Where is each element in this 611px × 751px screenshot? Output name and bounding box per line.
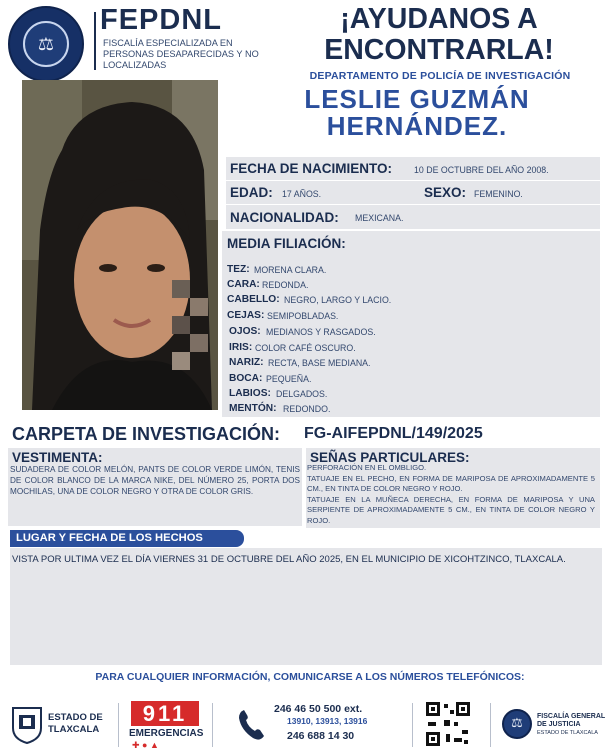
estado-line-2: TLAXCALA [48, 724, 100, 735]
emergency-number: 911 [131, 701, 199, 726]
sex-label: SEXO: [424, 185, 467, 200]
filiacion-value: DELGADOS. [276, 389, 328, 399]
senas-title: SEÑAS PARTICULARES: [310, 450, 470, 465]
filiacion-label: CEJAS: [227, 310, 265, 321]
filiacion-value: REDONDO. [283, 404, 331, 414]
footer-divider [412, 703, 413, 747]
lugar-text: VISTA POR ULTIMA VEZ EL DÍA VIERNES 31 DE OCTUBRE DEL AÑO 2025, EN EL MUNICIPIO DE XICOHTZINCO, TLAXCALA. [12, 554, 566, 565]
filiacion-title: MEDIA FILIACIÓN: [227, 236, 346, 251]
missing-person-photo [22, 80, 218, 410]
filiacion-label: NARIZ: [229, 357, 264, 368]
headline [270, 4, 608, 66]
senas-text [307, 463, 595, 526]
headline-line-1: ¡AYUDANOS A [340, 3, 538, 35]
department-label: DEPARTAMENTO DE POLICÍA DE INVESTIGACIÓN [309, 70, 571, 82]
qr-code-icon[interactable] [424, 700, 472, 748]
filiacion-value: NEGRO, LARGO Y LACIO. [284, 295, 392, 305]
filiacion-value: MEDIANOS Y RASGADOS. [266, 327, 376, 337]
carpeta-label: CARPETA DE INVESTIGACIÓN: [12, 424, 281, 444]
filiacion-value: SEMIPOBLADAS. [267, 311, 339, 321]
name-line-1: LESLIE GUZMÁN [304, 84, 530, 114]
footer-divider [118, 703, 119, 747]
fgj-line-2: DE JUSTICIA [537, 721, 581, 728]
birth-value: 10 DE OCTUBRE DEL AÑO 2008. [414, 165, 549, 175]
vestimenta-title: VESTIMENTA: [12, 450, 103, 465]
filiacion-value: PEQUEÑA. [266, 374, 312, 384]
nationality-value: MEXICANA. [355, 213, 404, 223]
fiscalia-seal-logo [8, 6, 84, 82]
contact-instructions: PARA CUALQUIER INFORMACIÓN, COMUNICARSE A LOS NÚMEROS TELEFÓNICOS: [95, 671, 525, 683]
filiacion-value: MORENA CLARA. [254, 265, 327, 275]
header-divider [94, 12, 96, 70]
carpeta-value: FG-AIFEPDNL/149/2025 [304, 425, 483, 442]
lugar-panel [10, 548, 602, 665]
fgj-line-1: FISCALÍA GENERAL [537, 713, 606, 720]
filiacion-label: CARA: [227, 279, 260, 290]
fgj-label [537, 713, 605, 737]
filiacion-value: REDONDA. [262, 280, 309, 290]
fgj-seal-icon: ⚖ [502, 709, 532, 739]
filiacion-label: TEZ: [227, 264, 250, 275]
senas-line: TATUAJE EN EL PECHO, EN FORMA DE MARIPOSA DE APROXIMADAMENTE 5 CM., EN TINTA DE COLOR NEGRO Y ROJO. [307, 473, 595, 493]
estado-tlaxcala-label [48, 712, 103, 736]
filiacion-label: IRIS: [229, 342, 253, 353]
headline-line-2: ENCONTRARLA! [324, 34, 554, 66]
vestimenta-text: SUDADERA DE COLOR MELÓN, PANTS DE COLOR VERDE LIMÓN, TENIS DE COLOR BLANCO DE LA MARCA NIKE, DEL NÚMERO 25, PORTA DOS MOCHILAS, UNA DE COLOR NEGRO Y OTRA DE COLOR GRIS. [10, 465, 300, 496]
age-label: EDAD: [230, 185, 273, 200]
estado-line-1: ESTADO DE [48, 712, 103, 723]
nationality-label: NACIONALIDAD: [230, 210, 339, 225]
lugar-title: LUGAR Y FECHA DE LOS HECHOS [10, 530, 244, 547]
agency-subtitle: FISCALÍA ESPECIALIZADA EN PERSONAS DESAPARECIDAS Y NO LOCALIZADAS [103, 38, 259, 70]
missing-person-name [228, 86, 606, 140]
filiacion-label: OJOS: [229, 326, 261, 337]
footer-divider [490, 703, 491, 747]
filiacion-label: CABELLO: [227, 294, 280, 305]
age-value: 17 AÑOS. [282, 189, 322, 199]
phone-icon [236, 708, 268, 742]
scales-icon: ⚖ [23, 21, 69, 67]
footer-divider [212, 703, 213, 747]
emergency-icons: ✚ ● ▲ [132, 740, 159, 750]
filiacion-label: BOCA: [229, 373, 263, 384]
senas-line: PERFORACIÓN EN EL OMBLIGO. [307, 463, 427, 472]
filiacion-value: COLOR CAFÉ OSCURO. [255, 343, 356, 353]
phone-2: 246 688 14 30 [287, 730, 355, 742]
agency-acronym: FEPDNL [100, 4, 222, 36]
name-line-2: HERNÁNDEZ. [326, 111, 508, 141]
tlaxcala-shield-icon [10, 706, 44, 744]
birth-label: FECHA DE NACIMIENTO: [230, 161, 392, 176]
phone-extensions: 13910, 13913, 13916 [287, 716, 368, 726]
filiacion-label: LABIOS: [229, 388, 271, 399]
filiacion-value: RECTA, BASE MEDIANA. [268, 358, 371, 368]
fgj-line-3: ESTADO DE TLAXCALA [537, 730, 598, 736]
phone-1: 246 46 50 500 ext. [274, 703, 363, 715]
portrait-illustration [22, 80, 218, 410]
emergency-label: EMERGENCIAS [129, 728, 204, 739]
senas-line: TATUAJE EN LA MUÑECA DERECHA, EN FORMA DE MARIPOSA Y UNA SERPIENTE DE APROXIMADAMENTE 5 CM., EN TINTA DE COLOR NEGRO Y ROJO. [307, 494, 595, 525]
sex-value: FEMENINO. [474, 189, 523, 199]
filiacion-label: MENTÓN: [229, 403, 277, 414]
